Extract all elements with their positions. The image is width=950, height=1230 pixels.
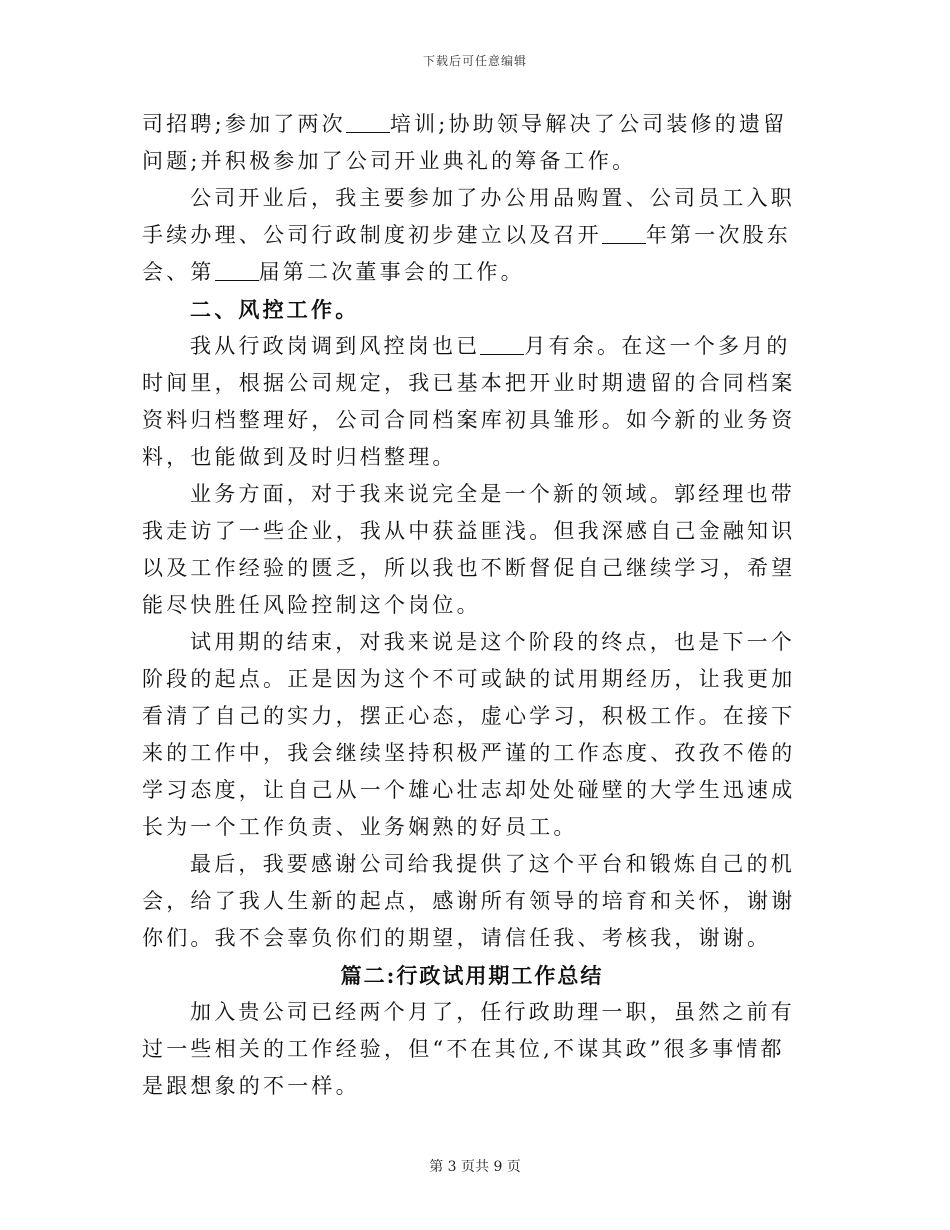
paragraph-recruitment: 司招聘;参加了两次 培训;协助领导解决了公司装修的遗留问题;并积极参加了公司开业典礼的筹备工作。 [142, 112, 788, 173]
blank-underline [346, 112, 390, 133]
paragraph-risk-transfer: 我从行政岗调到风控岗也已 月有余。在这一个多月的时间里，根据公司规定，我已基本把开业时期遗留的合同档案资料归档整理好，公司合同档案库初具雏形。如今新的业务资料，也能做到及时归档整理。 [142, 334, 796, 469]
document-body [142, 106, 802, 1105]
paragraph-business: 业务方面，对于我来说完全是一个新的领域。郭经理也带我走访了一些企业，我从中获益匪浅。但我深感自己金融知识以及工作经验的匮乏，所以我也不断督促自己继续学习，希望能尽快胜任风险控制这个岗位。 [142, 482, 796, 617]
page-footer: 第 3 页共 9 页 [429, 1159, 521, 1175]
page-header: 下载后可任意编辑 [422, 54, 527, 68]
heading-risk-control: 二、风控工作。 [190, 297, 360, 322]
section-title-part-two: 篇二:行政试用期工作总结 [340, 963, 604, 988]
paragraph-after-opening: 公司开业后，我主要参加了办公用品购置、公司员工入职手续办理、公司行政制度初步建立以及召开 年第一次股东会、第 届第二次董事会的工作。 [142, 186, 795, 284]
blank-underline [480, 334, 524, 355]
blank-underline [215, 260, 259, 281]
blank-underline [602, 223, 646, 244]
paragraph-joining: 加入贵公司已经两个月了，任行政助理一职，虽然之前有过一些相关的工作经验，但“不在其位,不谋其政”很多事情都是跟想象的不一样。 [142, 1000, 795, 1098]
paragraph-thanks: 最后，我要感谢公司给我提供了这个平台和锻炼自己的机会，给了我人生新的起点，感谢所有领导的培育和关怀，谢谢你们。我不会辜负你们的期望，请信任我、考核我，谢谢。 [142, 852, 796, 950]
paragraph-probation-end: 试用期的结束，对我来说是这个阶段的终点，也是下一个阶段的起点。正是因为这个不可或缺的试用期经历，让我更加看清了自己的实力，摆正心态，虚心学习，积极工作。在接下来的工作中，我会继续坚持积极严谨的工作态度、孜孜不倦的学习态度，让自己从一个雄心壮志却处处碰壁的大学生迅速成长为一个工作负责、业务娴熟的好员工。 [142, 630, 796, 839]
